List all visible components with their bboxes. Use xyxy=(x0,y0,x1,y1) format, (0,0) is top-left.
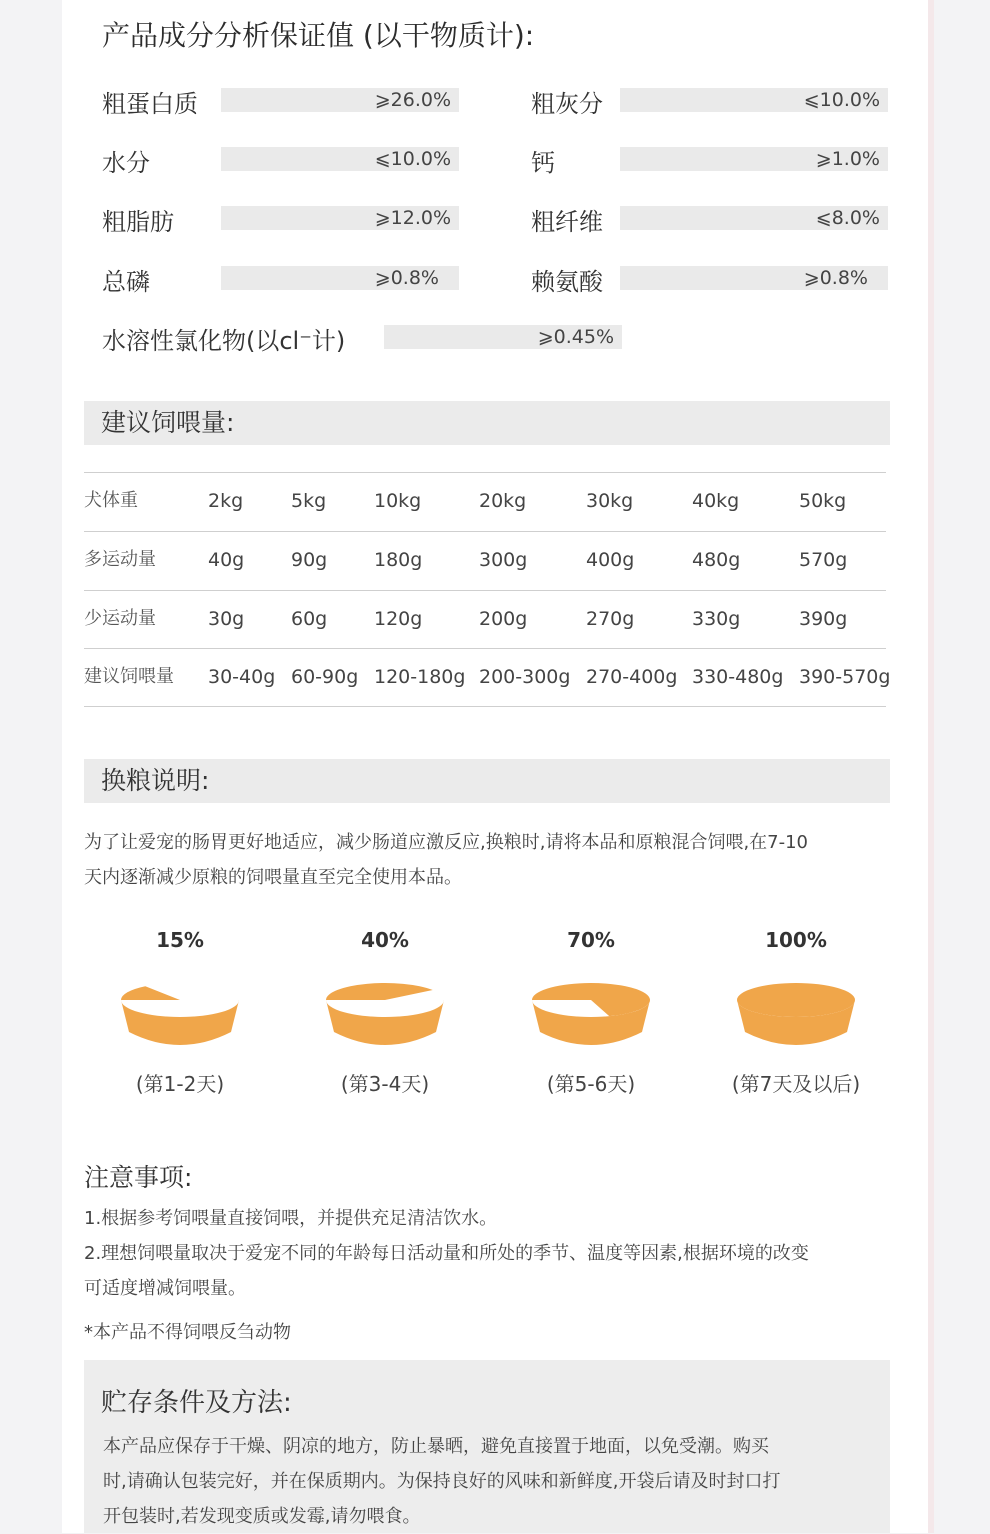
table-divider xyxy=(84,648,886,649)
storage-line2: 时,请确认包装完好，并在保质期内。为保持良好的风味和新鲜度,开袋后请及时封口打 xyxy=(103,1471,781,1492)
storage-line1: 本产品应保存于干燥、阴凉的地方，防止暴晒，避免直接置于地面，以免受潮。购买 xyxy=(103,1436,769,1457)
nutrient-label: 粗灰分 xyxy=(531,90,603,118)
nutrient-value: ⩾26.0% xyxy=(374,89,451,111)
nutrient-value: ⩽10.0% xyxy=(374,148,451,170)
table-cell: 200-300g xyxy=(479,666,571,688)
table-cell: 270-400g xyxy=(586,666,678,688)
switch-header xyxy=(84,759,890,803)
stage-days: (第1-2天) xyxy=(135,1072,225,1096)
food-bowl-icon xyxy=(115,966,245,1056)
table-cell: 30kg xyxy=(586,490,634,512)
notice-title: 注意事项: xyxy=(84,1163,193,1192)
table-cell: 90g xyxy=(291,549,328,571)
table-cell: 60-90g xyxy=(291,666,359,688)
stage-percent: 15% xyxy=(156,928,204,952)
nutrient-value: ⩾0.8% xyxy=(803,267,868,289)
table-row-label: 建议饲喂量 xyxy=(84,666,174,687)
table-cell: 40g xyxy=(208,549,245,571)
feeding-title: 建议饲喂量: xyxy=(101,408,235,437)
stage-days: (第7天及以后) xyxy=(731,1072,861,1096)
nutrient-bar xyxy=(221,147,459,171)
feeding-header xyxy=(84,401,890,445)
table-cell: 330g xyxy=(692,608,741,630)
table-cell: 5kg xyxy=(291,490,327,512)
table-row-label: 多运动量 xyxy=(84,549,156,570)
table-cell: 10kg xyxy=(374,490,422,512)
stage-percent: 70% xyxy=(567,928,615,952)
nutrient-value: ⩾0.45% xyxy=(537,326,614,348)
stage-days: (第5-6天) xyxy=(546,1072,636,1096)
table-cell: 390-570g xyxy=(799,666,891,688)
nutrient-label: 粗脂肪 xyxy=(102,208,174,236)
food-bowl-icon xyxy=(731,966,861,1056)
nutrient-bar xyxy=(620,88,888,112)
table-cell: 400g xyxy=(586,549,635,571)
nutrient-label: 粗纤维 xyxy=(531,208,603,236)
nutrient-value: ⩾1.0% xyxy=(815,148,880,170)
stage-percent: 100% xyxy=(765,928,827,952)
table-row-label: 犬体重 xyxy=(84,490,138,511)
page-edge xyxy=(928,0,934,1533)
stage-percent: 40% xyxy=(361,928,409,952)
table-cell: 180g xyxy=(374,549,423,571)
notice-line2: 2.理想饲喂量取决于爱宠不同的年龄每日活动量和所处的季节、温度等因素,根据环境的改变 xyxy=(84,1243,809,1264)
notice-line1: 1.根据参考饲喂量直接饲喂，并提供充足清洁饮水。 xyxy=(84,1208,498,1229)
switch-desc-line2: 天内逐渐减少原粮的饲喂量直至完全使用本品。 xyxy=(84,867,462,888)
table-cell: 390g xyxy=(799,608,848,630)
storage-box xyxy=(84,1360,890,1533)
nutrient-bar xyxy=(620,266,888,290)
nutrient-label: 水溶性氯化物(以cl⁻计) xyxy=(102,327,346,355)
table-cell: 2kg xyxy=(208,490,244,512)
table-divider xyxy=(84,706,886,707)
table-divider xyxy=(84,531,886,532)
nutrient-bar xyxy=(620,147,888,171)
analysis-title: 产品成分分析保证值 (以干物质计): xyxy=(102,19,535,52)
nutrient-label: 水分 xyxy=(102,149,150,177)
table-cell: 120g xyxy=(374,608,423,630)
table-cell: 330-480g xyxy=(692,666,784,688)
switch-title: 换粮说明: xyxy=(101,766,210,795)
nutrient-label: 粗蛋白质 xyxy=(102,90,198,118)
notice-line4: *本产品不得饲喂反刍动物 xyxy=(84,1322,291,1343)
nutrient-bar xyxy=(221,88,459,112)
table-cell: 570g xyxy=(799,549,848,571)
switch-desc-line1: 为了让爱宠的肠胃更好地适应，减少肠道应激反应,换粮时,请将本品和原粮混合饲喂,在7-10 xyxy=(84,832,809,853)
nutrient-value: ⩾12.0% xyxy=(374,207,451,229)
nutrient-label: 赖氨酸 xyxy=(531,268,603,296)
nutrient-bar xyxy=(620,206,888,230)
table-cell: 270g xyxy=(586,608,635,630)
notice-line3: 可适度增减饲喂量。 xyxy=(84,1278,246,1299)
table-divider xyxy=(84,590,886,591)
table-cell: 200g xyxy=(479,608,528,630)
table-cell: 300g xyxy=(479,549,528,571)
food-bowl-icon xyxy=(526,966,656,1056)
nutrient-bar xyxy=(384,325,622,349)
nutrient-label: 钙 xyxy=(531,149,555,177)
nutrient-bar xyxy=(221,266,459,290)
table-cell: 120-180g xyxy=(374,666,466,688)
storage-title: 贮存条件及方法: xyxy=(101,1388,292,1418)
table-divider xyxy=(84,472,886,473)
food-bowl-icon xyxy=(320,966,450,1056)
nutrient-value: ⩽8.0% xyxy=(815,207,880,229)
table-cell: 30-40g xyxy=(208,666,276,688)
table-cell: 20kg xyxy=(479,490,527,512)
table-cell: 50kg xyxy=(799,490,847,512)
nutrient-value: ⩽10.0% xyxy=(803,89,880,111)
table-cell: 30g xyxy=(208,608,245,630)
storage-line3: 开包装时,若发现变质或发霉,请勿喂食。 xyxy=(103,1506,421,1527)
table-row-label: 少运动量 xyxy=(84,608,156,629)
stage-days: (第3-4天) xyxy=(340,1072,430,1096)
table-cell: 60g xyxy=(291,608,328,630)
nutrient-label: 总磷 xyxy=(102,268,150,296)
nutrient-bar xyxy=(221,206,459,230)
table-cell: 480g xyxy=(692,549,741,571)
table-cell: 40kg xyxy=(692,490,740,512)
nutrient-value: ⩾0.8% xyxy=(374,267,439,289)
